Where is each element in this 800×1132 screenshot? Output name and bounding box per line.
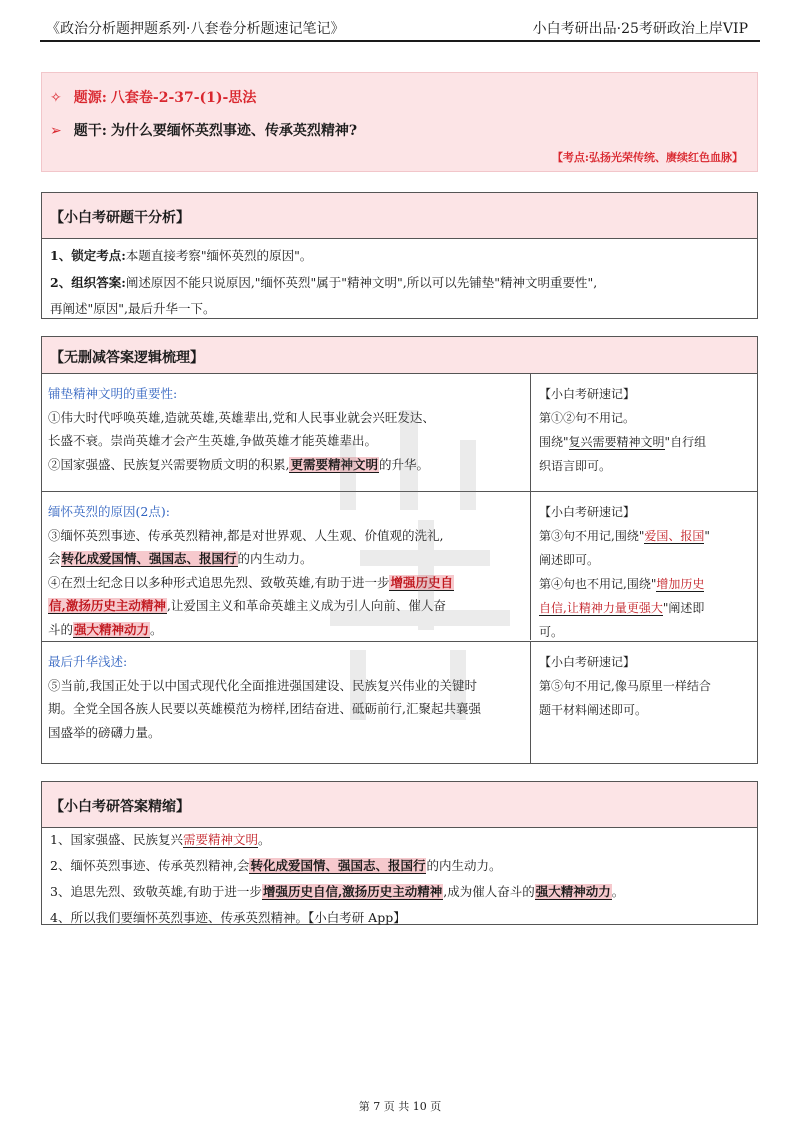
highlight-span: 转化成爱国情、强国志、报国行 — [61, 551, 237, 566]
note-line — [539, 572, 751, 596]
summary-item-2 — [50, 856, 501, 874]
note-span: 第③句不用记,围绕" — [539, 529, 645, 543]
note-span: "自行组 — [664, 435, 707, 449]
exam-point-tag: 【考点:弘扬光荣传统、赓续红色血脉】 — [551, 151, 743, 164]
note-span: " — [704, 529, 710, 543]
section-2-note — [530, 492, 757, 640]
highlight-span: 信,激扬历史主动精神 — [49, 598, 166, 613]
highlight-span: 更需要精神文明 — [290, 456, 378, 472]
underline-span: 爱国、报国 — [644, 529, 705, 543]
item-text: 再阐述"原因",最后升华一下。 — [50, 301, 216, 316]
logic-title: 【无删减答案逻辑梳理】 — [42, 337, 757, 374]
summary-item-1 — [50, 830, 271, 848]
note-line — [539, 524, 751, 548]
note-title: 【小白考研速记】 — [539, 387, 636, 401]
note-line: 可。 — [539, 625, 564, 639]
summary-item-4: 4、所以我们要缅怀英烈事迹、传承英烈精神。【小白考研 App】 — [50, 910, 406, 925]
item-label: 2、组织答案: — [50, 275, 126, 290]
note-line: 阐述即可。 — [539, 553, 600, 567]
text-span: 1、国家强盛、民族复兴 — [50, 832, 183, 847]
summary-title: 【小白考研答案精缩】 — [42, 782, 757, 828]
source-value: 八套卷-2-37-(1)-思法 — [110, 90, 257, 106]
text-span: ④在烈士纪念日以多种形式追思先烈、致敬英雄,有助于进一步 — [48, 574, 390, 590]
question-text: 为什么要缅怀英烈事迹、传承英烈精神? — [110, 123, 358, 139]
highlight-span: 强大精神动力 — [74, 621, 150, 637]
note-span: 第④句也不用记,围绕" — [539, 577, 657, 591]
text-span: 会 — [48, 551, 61, 566]
note-line: 第⑤句不用记,像马原里一样结合 — [539, 679, 711, 693]
text-line: 期。全党全国各族人民要以英雄模范为榜样,团结奋进、砥砺前行,汇聚起共襄强 — [48, 701, 481, 716]
text-line — [48, 571, 524, 595]
text-span: ,成为催人奋斗的 — [443, 884, 535, 899]
note-span: "阐述即 — [662, 601, 705, 615]
summary-item-3 — [50, 882, 624, 900]
text-line: ①伟大时代呼唤英雄,造就英雄,英雄辈出,党和人民事业就会兴旺发达、 — [48, 409, 435, 425]
note-line: 题干材料阐述即可。 — [539, 703, 648, 717]
text-line — [48, 594, 524, 618]
source-box — [41, 72, 758, 172]
item-text: 本题直接考察"缅怀英烈的原因"。 — [125, 248, 313, 263]
arrow-bullet-icon: ➢ — [50, 123, 62, 139]
note-line: 织语言即可。 — [539, 459, 612, 473]
analysis-title: 【小白考研题干分析】 — [42, 193, 757, 239]
text-span: 斗的 — [48, 621, 74, 637]
header-brand: 小白考研出品·25考研政治上岸VIP — [532, 21, 748, 37]
section-1-content — [42, 374, 530, 491]
analysis-panel — [41, 192, 758, 319]
section-3-title: 最后升华浅述: — [48, 654, 128, 669]
logic-panel — [41, 336, 758, 764]
text-line: 长盛不衰。崇尚英雄才会产生英雄,争做英雄才能英雄辈出。 — [48, 433, 377, 448]
text-span: 的内生动力。 — [426, 858, 502, 873]
text-span: 的升华。 — [379, 456, 430, 472]
text-line: ⑤当前,我国正处于以中国式现代化全面推进强国建设、民族复兴伟业的关键时 — [48, 677, 477, 693]
summary-panel — [41, 781, 758, 925]
highlight-span: 增强历史自 — [390, 574, 453, 590]
analysis-item-1 — [50, 243, 747, 269]
note-line — [539, 596, 751, 620]
note-line — [539, 430, 751, 454]
text-line: ③缅怀英烈事迹、传承英烈精神,都是对世界观、人生观、价值观的洗礼, — [48, 527, 444, 543]
text-span: 的内生动力。 — [237, 551, 313, 566]
section-3-note — [530, 642, 757, 764]
text-span: ,让爱国主义和革命英雄主义成为引人向前、催人奋 — [166, 598, 446, 613]
note-line: 第①②句不用记。 — [539, 411, 636, 425]
header-title: 《政治分析题押题系列·八套卷分析题速记笔记》 — [46, 21, 345, 37]
section-2-title: 缅怀英烈的原因(2点): — [48, 504, 170, 519]
text-span: 3、追思先烈、致敬英雄,有助于进一步 — [50, 884, 262, 899]
underline-span: 需要精神文明 — [182, 832, 258, 847]
analysis-item-2 — [50, 270, 747, 322]
text-line — [48, 453, 524, 477]
item-label: 1、锁定考点: — [50, 248, 126, 263]
sparkle-icon: ✧ — [50, 90, 62, 106]
underline-span: 增加历史 — [656, 577, 705, 591]
page-footer: 第 7 页 共 10 页 — [358, 1100, 442, 1113]
item-text: 阐述原因不能只说原因,"缅怀英烈"属于"精神文明",所以可以先铺垫"精神文明重要性", — [125, 275, 598, 290]
note-title: 【小白考研速记】 — [539, 655, 636, 669]
underline-span: 复兴需要精神文明 — [568, 435, 665, 449]
highlight-span: 强大精神动力 — [535, 884, 611, 899]
text-line — [48, 547, 524, 571]
text-span: 。 — [150, 621, 163, 637]
highlight-span: 转化成爱国情、强国志、报国行 — [250, 858, 426, 873]
section-2-content — [42, 492, 530, 640]
text-span: ②国家强盛、民族复兴需要物质文明的积累, — [48, 456, 290, 472]
text-line — [48, 618, 524, 642]
text-line: 国盛举的磅礴力量。 — [48, 724, 161, 740]
highlight-span: 增强历史自信,激扬历史主动精神 — [262, 884, 443, 899]
section-1-note — [530, 374, 757, 491]
question-line — [50, 120, 357, 140]
text-span: 。 — [611, 884, 625, 899]
question-label: 题干: — [73, 123, 107, 139]
source-line — [50, 87, 256, 107]
note-title: 【小白考研速记】 — [539, 505, 636, 519]
underline-span: 自信,让精神力量更强大 — [539, 601, 663, 615]
source-label: 题源: — [73, 90, 107, 106]
header-divider — [40, 40, 760, 42]
text-span: 。 — [257, 832, 271, 847]
section-3-content — [42, 642, 530, 764]
text-span: 2、缅怀英烈事迹、传承英烈精神,会 — [50, 858, 250, 873]
section-1-title: 铺垫精神文明的重要性: — [48, 386, 178, 401]
note-span: 围绕" — [539, 435, 569, 449]
